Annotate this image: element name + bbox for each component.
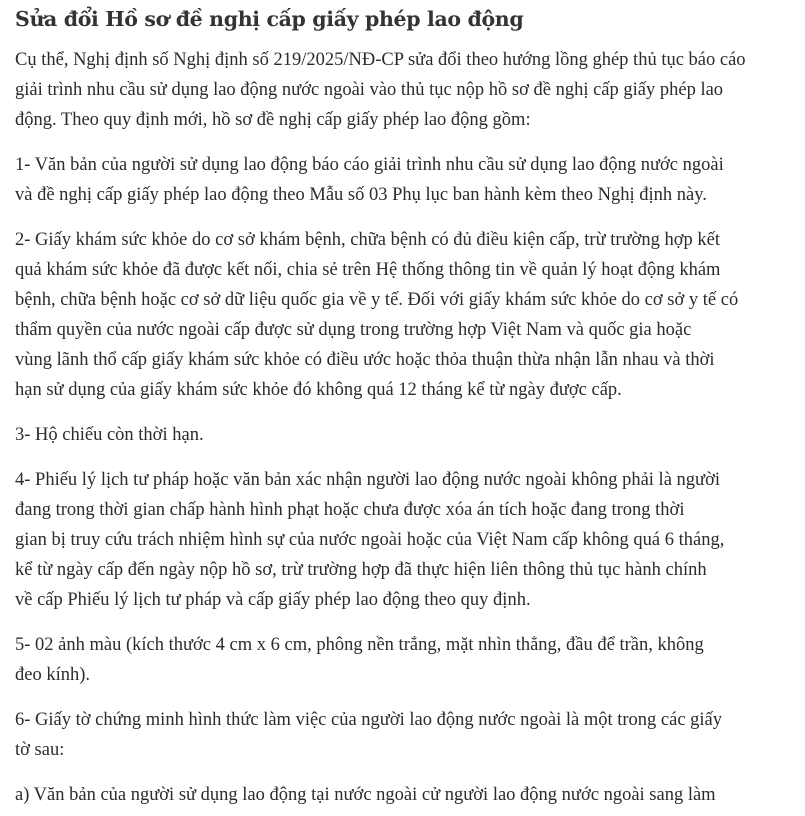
- paragraph-line: 6- Giấy tờ chứng minh hình thức làm việc của người lao động nước ngoài là một trong các giấy: [15, 710, 723, 730]
- paragraph-line: thẩm quyền của nước ngoài cấp được sử dụng trong trường hợp Việt Nam và quốc gia hoặc: [15, 320, 692, 340]
- paragraph-line: quả khám sức khỏe đã được kết nối, chia sẻ trên Hệ thống thông tin về quản lý hoạt động khám: [15, 260, 721, 280]
- paragraph-line: 3- Hộ chiếu còn thời hạn.: [15, 425, 204, 445]
- paragraph-line: gian bị truy cứu trách nhiệm hình sự của nước ngoài hoặc của Việt Nam cấp không quá 6 tháng,: [15, 530, 725, 550]
- paragraph-line: đang trong thời gian chấp hành hình phạt hoặc chưa được xóa án tích hoặc đang trong thời: [15, 500, 685, 520]
- paragraph-line: vùng lãnh thổ cấp giấy khám sức khỏe có điều ước hoặc thỏa thuận thừa nhận lẫn nhau và thời: [15, 350, 715, 370]
- paragraph-line: a) Văn bản của người sử dụng lao động tại nước ngoài cử người lao động nước ngoài sang làm: [15, 785, 716, 805]
- paragraph-item-3: [15, 420, 795, 450]
- paragraph-item-6: [15, 705, 795, 765]
- paragraph-item-6a: [15, 780, 795, 810]
- paragraph-line: 2- Giấy khám sức khỏe do cơ sở khám bệnh, chữa bệnh có đủ điều kiện cấp, trừ trường hợp kết: [15, 230, 720, 250]
- paragraph-line: Cụ thể, Nghị định số Nghị định số 219/2025/NĐ-CP sửa đổi theo hướng lồng ghép thủ tục báo cáo: [15, 50, 746, 70]
- paragraph-line: giải trình nhu cầu sử dụng lao động nước ngoài vào thủ tục nộp hồ sơ đề nghị cấp giấy phép lao: [15, 80, 724, 100]
- article-content: [15, 0, 795, 810]
- paragraph-line: 1- Văn bản của người sử dụng lao động báo cáo giải trình nhu cầu sử dụng lao động nước ngoài: [15, 155, 724, 175]
- section-heading: Sửa đổi Hồ sơ đề nghị cấp giấy phép lao động: [15, 7, 524, 31]
- paragraph-line: 4- Phiếu lý lịch tư pháp hoặc văn bản xác nhận người lao động nước ngoài không phải là người: [15, 470, 720, 490]
- paragraph-line: 5- 02 ảnh màu (kích thước 4 cm x 6 cm, phông nền trắng, mặt nhìn thẳng, đầu để trần, không: [15, 635, 704, 655]
- paragraph-line: về cấp Phiếu lý lịch tư pháp và cấp giấy phép lao động theo quy định.: [15, 590, 531, 610]
- paragraph-item-4: [15, 465, 795, 615]
- paragraph-line: và đề nghị cấp giấy phép lao động theo Mẫu số 03 Phụ lục ban hành kèm theo Nghị định này.: [15, 185, 707, 205]
- paragraph-line: hạn sử dụng của giấy khám sức khỏe đó không quá 12 tháng kể từ ngày được cấp.: [15, 380, 622, 400]
- paragraph-line: động. Theo quy định mới, hồ sơ đề nghị cấp giấy phép lao động gồm:: [15, 110, 531, 130]
- paragraph-line: bệnh, chữa bệnh hoặc cơ sở dữ liệu quốc gia về y tế. Đối với giấy khám sức khỏe do cơ sở y tế có: [15, 290, 739, 310]
- paragraph-item-2: [15, 225, 795, 405]
- paragraph-line: kể từ ngày cấp đến ngày nộp hồ sơ, trừ trường hợp đã thực hiện liên thông thủ tục hành chính: [15, 560, 707, 580]
- paragraph-item-1: [15, 150, 795, 210]
- paragraph-line: tờ sau:: [15, 740, 65, 760]
- paragraph-intro: [15, 45, 795, 135]
- paragraph-item-5: [15, 630, 795, 690]
- paragraph-line: đeo kính).: [15, 665, 91, 685]
